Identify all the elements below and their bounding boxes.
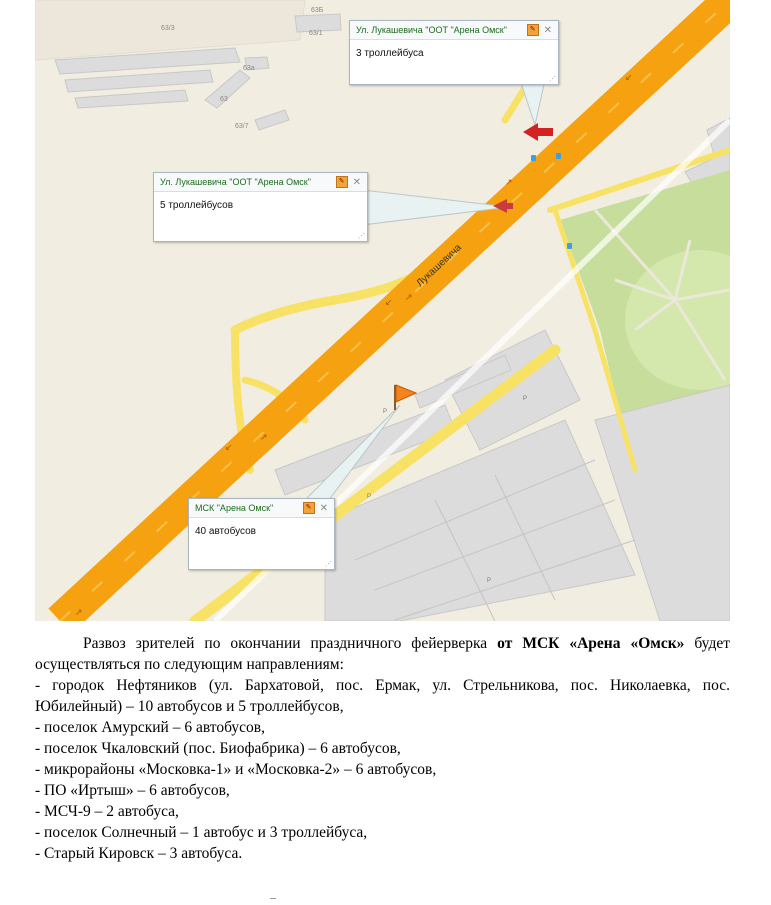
- resize-grip-icon[interactable]: ⋰: [358, 233, 365, 240]
- pin-icon[interactable]: ✎: [527, 24, 539, 36]
- svg-text:↙: ↙: [385, 298, 393, 308]
- pin-icon[interactable]: ✎: [336, 176, 348, 188]
- close-icon[interactable]: ✕: [543, 24, 552, 36]
- building-label-63-1: 63/1: [309, 30, 323, 37]
- building-label-63-3: 63/3: [161, 25, 175, 32]
- popup-title: Ул. Лукашевича "ООТ "Арена Омск": [356, 25, 507, 35]
- popup-title: МСК "Арена Омск": [195, 503, 274, 513]
- parking-label-2: P: [487, 578, 492, 584]
- list-item: - поселок Солнечный – 1 автобус и 3 троллейбуса,: [35, 822, 730, 843]
- resize-grip-icon[interactable]: ⋰: [549, 76, 556, 83]
- building-label-63: 63: [220, 96, 228, 103]
- svg-text:↗: ↗: [505, 178, 513, 188]
- list-item: - городок Нефтяников (ул. Бархатовой, пос. Ермак, ул. Стрельникова, пос. Николаевка, пос. Юбилейный) – 10 автобусов и 5 троллейбусов,: [35, 675, 730, 717]
- svg-text:↙: ↙: [225, 443, 233, 453]
- pin-icon[interactable]: ✎: [303, 502, 315, 514]
- list-item: - ПО «Иртыш» – 6 автобусов,: [35, 780, 730, 801]
- building-label-63a: 63а: [243, 65, 255, 72]
- parking-label-1: P: [523, 396, 528, 402]
- route-description: [35, 633, 730, 864]
- street-label: Лукашевича: [414, 242, 464, 290]
- parking-label-4: P: [367, 494, 372, 500]
- map-canvas: [35, 0, 730, 621]
- list-item: - микрорайоны «Московка-1» и «Московка-2» – 6 автобусов,: [35, 759, 730, 780]
- popup-body: 3 троллейбуса: [356, 48, 424, 59]
- close-icon[interactable]: ✕: [319, 502, 328, 514]
- svg-text:↙: ↙: [625, 73, 633, 83]
- popup-trolleybus-3[interactable]: [349, 20, 559, 85]
- svg-text:↗: ↗: [75, 608, 83, 618]
- map-view[interactable]: [35, 0, 730, 621]
- page-mark: [270, 898, 276, 899]
- parking-label-3: P: [383, 409, 388, 415]
- intro-paragraph: Развоз зрителей по окончании праздничного фейерверка от МСК «Арена «Омск» будет осуществляться по следующим направлениям:: [35, 635, 730, 673]
- list-item: - Старый Кировск – 3 автобуса.: [35, 843, 730, 864]
- svg-text:↗: ↗: [405, 293, 413, 303]
- close-icon[interactable]: ✕: [352, 176, 361, 188]
- building-label-63-7: 63/7: [235, 123, 249, 130]
- route-list: [35, 675, 730, 864]
- popup-trolleybus-5[interactable]: [153, 172, 368, 242]
- popup-body: 40 автобусов: [195, 526, 256, 537]
- intro-venue: от МСК «Арена «Омск»: [497, 635, 685, 652]
- list-item: - МСЧ-9 – 2 автобуса,: [35, 801, 730, 822]
- list-item: - поселок Амурский – 6 автобусов,: [35, 717, 730, 738]
- svg-text:↗: ↗: [260, 433, 268, 443]
- resize-grip-icon[interactable]: ⋰: [325, 561, 332, 568]
- popup-title: Ул. Лукашевича "ООТ "Арена Омск": [160, 177, 311, 187]
- popup-body: 5 троллейбусов: [160, 200, 234, 211]
- list-item: - поселок Чкаловский (пос. Биофабрика) – 6 автобусов,: [35, 738, 730, 759]
- popup-buses-40[interactable]: [188, 498, 335, 570]
- building-label-63b: 63Б: [311, 7, 324, 14]
